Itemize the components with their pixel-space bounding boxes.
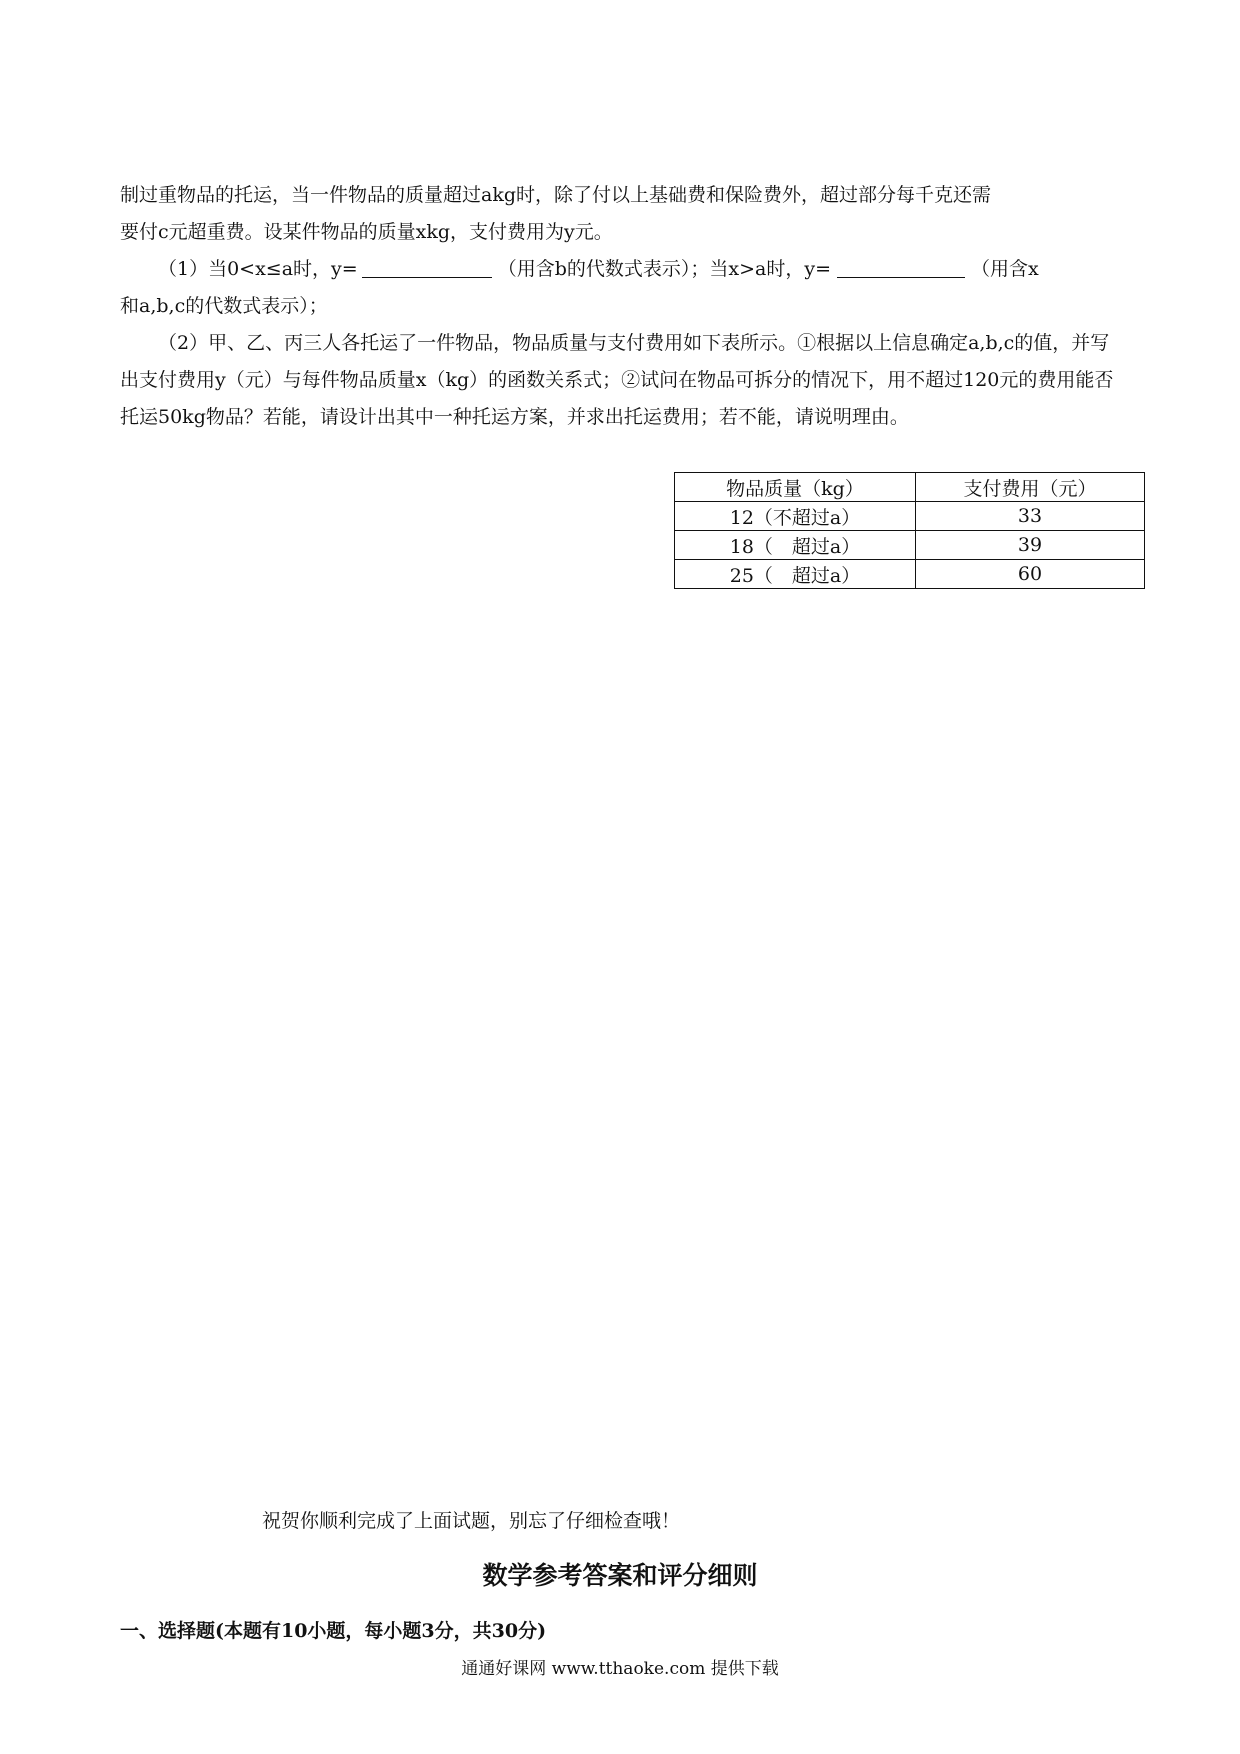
table-row: [675, 502, 1145, 531]
intro-line-2: 要付c元超重费。设某件物品的质量xkg，支付费用为y元。: [120, 221, 613, 243]
section-heading: 一、选择题(本题有10小题，每小题3分，共30分): [120, 1620, 547, 1642]
cell-mass: 25（ 超过a）: [675, 560, 916, 589]
table-header-row: [675, 473, 1145, 502]
answer-title: 数学参考答案和评分细则: [482, 1561, 758, 1590]
header-fee: 支付费用（元）: [916, 473, 1145, 502]
cell-fee: 33: [916, 502, 1145, 531]
intro-line-1: 制过重物品的托运，当一件物品的质量超过akg时，除了付以上基础费和保险费外，超过部分每千克还需: [120, 184, 992, 206]
cell-fee: 39: [916, 531, 1145, 560]
cell-mass: 12（不超过a）: [675, 502, 916, 531]
cell-fee: 60: [916, 560, 1145, 589]
answer-blank-2[interactable]: [837, 257, 965, 278]
page-footer: 通通好课网 www.tthaoke.com 提供下载: [461, 1659, 779, 1679]
question-1-line2: 和a,b,c的代数式表示）；: [120, 295, 328, 317]
problem-intro: [120, 177, 1120, 251]
answer-blank-1[interactable]: [362, 257, 492, 278]
table-row: [675, 560, 1145, 589]
q1-text-part3: （用含x: [971, 258, 1039, 280]
header-mass: 物品质量（kg）: [675, 473, 916, 502]
cell-mass: 18（ 超过a）: [675, 531, 916, 560]
q1-text-part1: （1）当0<x≤a时，y=: [158, 258, 358, 280]
closing-message: 祝贺你顺利完成了上面试题，别忘了仔细检查哦！: [262, 1510, 681, 1532]
question-1: [120, 251, 1120, 288]
fee-table: [674, 472, 1145, 589]
q1-text-part2: （用含b的代数式表示）；当x>a时，y=: [497, 258, 831, 280]
table-row: [675, 531, 1145, 560]
question-2: （2）甲、乙、丙三人各托运了一件物品，物品质量与支付费用如下表所示。①根据以上信息确定a,b,c的值，并写出支付费用y（元）与每件物品质量x（kg）的函数关系式；②试问在物品可拆分的情况下，用不超过120元的费用能否托运50kg物品？若能，请设计出其中一种托运方案，并求出托运费用；若不能，请说明理由。: [120, 332, 1114, 428]
